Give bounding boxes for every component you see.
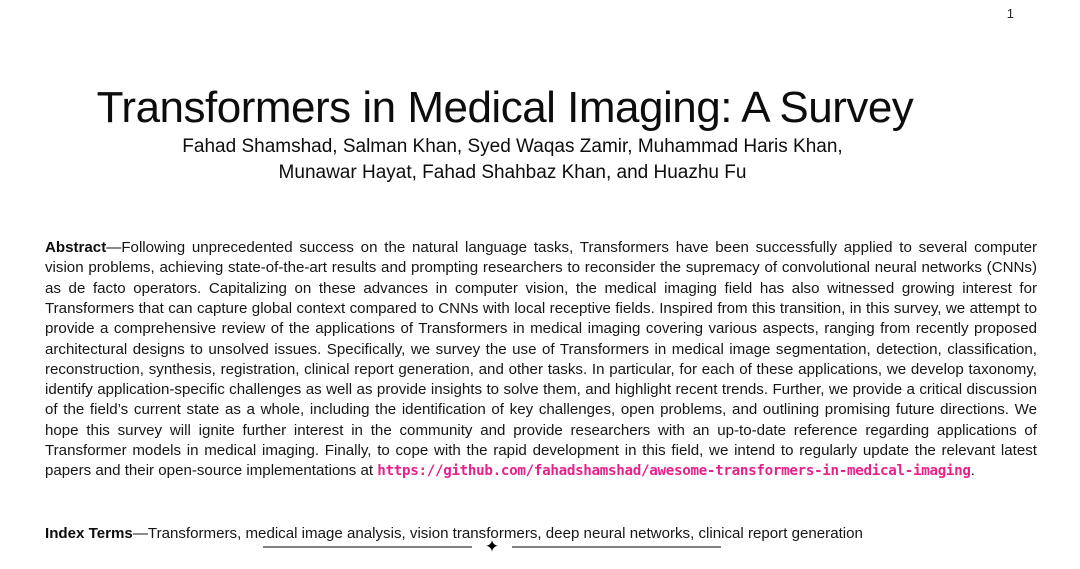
abstract-end-period: .	[970, 462, 975, 480]
divider-right-rule	[512, 546, 721, 548]
index-terms-text: —Transformers, medical image analysis, vision transformers, deep neural networks, clinical report generation	[132, 525, 863, 543]
diamond-ornament-icon: ✦	[484, 537, 500, 556]
paper-title: Transformers in Medical Imaging: A Survey	[96, 83, 914, 133]
index-terms-label: Index Terms	[45, 525, 133, 543]
author-line-2: Munawar Hayat, Fahad Shahbaz Khan, and Huazhu Fu	[278, 162, 747, 183]
abstract-body-text: —Following unprecedented success on the natural language tasks, Transformers have been successfully applied to several computer vision problems, achieving state-of-the-art results and prompting researchers to reconsider the supremacy of convolutional neural networks (CNNs) as de facto operators. Capitalizing on these advances in computer vision, the medical imaging field has also witnessed growing interest for Transformers that can capture global context compared to CNNs with local receptive fields. Inspired from this transition, in this survey, we attempt to provide a comprehensive review of the applications of Transformers in medical imaging covering various aspects, ranging from recently proposed architectural designs to unsolved issues. Specifically, we survey the use of Transformers in medical image segmentation, detection, classification, reconstruction, synthesis, registration, clinical report generation, and other tasks. In particular, for each of these applications, we develop taxonomy, identify application-specific challenges as well as provide insights to solve them, and highlight recent trends. Further, we provide a critical discussion of the field’s current state as a whole, including the identification of key challenges, open problems, and outlining promising future directions. We hope this survey will ignite further interest in the community and provide researchers with an up-to-date reference regarding applications of Transformer models in medical imaging. Finally, to cope with the rapid development in this field, we intend to regularly update the relevant latest papers and their open-source implementations at	[45, 239, 1037, 480]
author-block	[0, 134, 1025, 186]
abstract-label: Abstract	[45, 239, 107, 257]
page-number: 1	[1006, 6, 1014, 21]
author-line-1: Fahad Shamshad, Salman Khan, Syed Waqas Zamir, Muhammad Haris Khan,	[182, 136, 843, 157]
abstract-paragraph	[45, 238, 1037, 482]
divider-left-rule	[263, 546, 472, 548]
github-repo-link[interactable]: https://github.com/fahadshamshad/awesome-transformers-in-medical-imaging	[377, 463, 971, 480]
footer-divider	[263, 538, 721, 555]
